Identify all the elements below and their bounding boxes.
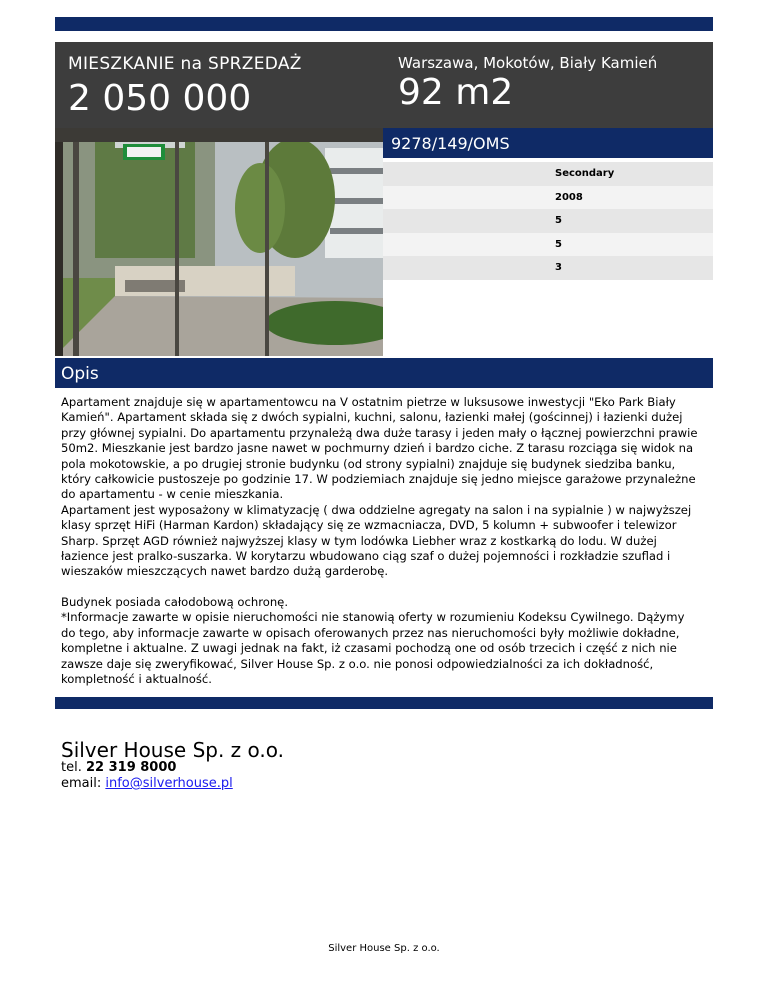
detail-value: 3 xyxy=(555,262,562,273)
divider-bar xyxy=(55,697,713,709)
listing-location: Warszawa, Mokotów, Biały Kamień xyxy=(398,54,658,72)
section-header xyxy=(55,358,713,388)
description-paragraph: Budynek posiada całodobową ochronę. xyxy=(61,594,289,609)
detail-value: Secondary xyxy=(555,168,615,179)
detail-row xyxy=(383,209,713,233)
listing-type: MIESZKANIE na SPRZEDAŻ xyxy=(68,54,302,74)
description-paragraph: Apartament znajduje się w apartamentowcu na V ostatnim pietrze w luksusowe inwestycji "Eko Park Biały Kamień". Apartament składa się z dwóch sypialni, kuchni, salonu, łazienki małej (gościnnej) i łazienki dużej przy głównej sypialni. Do apartamentu przynależą dwa duże tarasy i jeden mały o łącznej powierzchni prawie 50m2. Mieszkanie jest bardzo jasne nawet w pochmurny dzień i bardzo ciche. Z tarasu rozciąga się widok na pola mokotowskie, a po drugiej stronie budynku (od strony sypialni) znajduje się budynek siedziba banku, który całkowicie pustoszeje po godzinie 17. W podziemiach znajduje się jedno miejsce garażowe przynależne do apartamentu - w cenie mieszkania. xyxy=(61,395,698,502)
description xyxy=(61,395,701,687)
detail-row xyxy=(383,186,713,210)
email-label: email: xyxy=(61,776,102,791)
phone-number: 22 319 8000 xyxy=(85,760,177,775)
property-photo xyxy=(55,128,383,356)
reference-bar xyxy=(383,128,713,158)
disclaimer: *Informacje zawarte w opisie nieruchomości nie stanowią oferty w rozumieniu Kodeksu Cywilnego. Dążymy do tego, aby informacje zawarte w opisach oferowanych przez nas nieruchomości były możliwie dokładne, kompletne i aktualne. Z uwagi jednak na fakt, iż czasami pochodzą one od osób trzecich i część z nich nie zawsze daje się zweryfikować, Silver House Sp. z o.o. nie ponosi odpowiedzialności za ich dokładność, kompletność i aktualność. xyxy=(61,610,685,686)
reference-number: 9278/149/OMS xyxy=(391,134,510,153)
detail-row xyxy=(383,256,713,280)
detail-row xyxy=(383,233,713,257)
email-link[interactable]: info@silverhouse.pl xyxy=(105,776,233,791)
tel-label: tel. xyxy=(61,760,82,775)
contact-info xyxy=(61,760,233,792)
listing-area: 92 m2 xyxy=(398,72,514,113)
page-footer: Silver House Sp. z o.o. xyxy=(328,943,440,954)
details-table xyxy=(383,162,713,280)
company-name: Silver House Sp. z o.o. xyxy=(61,738,285,762)
top-bar xyxy=(55,17,713,31)
section-title: Opis xyxy=(61,364,99,384)
listing-header xyxy=(55,42,713,128)
detail-value: 5 xyxy=(555,238,562,250)
detail-value: 2008 xyxy=(555,191,583,203)
listing-price: 2 050 000 xyxy=(68,78,252,119)
detail-value: 5 xyxy=(555,215,562,226)
detail-row xyxy=(383,162,713,186)
description-paragraph: Apartament jest wyposażony w klimatyzację ( dwa oddzielne agregaty na salon i na sypialnie ) w najwyższej klasy sprzęt HiFi (Harman Kardon) składający się ze wzmacniacza, DVD, 5 kolumn + subwoofer i telewizor Sharp. Sprzęt AGD również najwyższej klasy w tym lodówka Liebher wraz z kostkarką do lodu. W dużej łazience jest pralko-suszarka. W korytarzu wbudowano ciąg szaf o dużej pojemności i rozkładzie szuflad i wieszaków mieszczących nawet bardzo dużą garderobę. xyxy=(61,502,692,579)
